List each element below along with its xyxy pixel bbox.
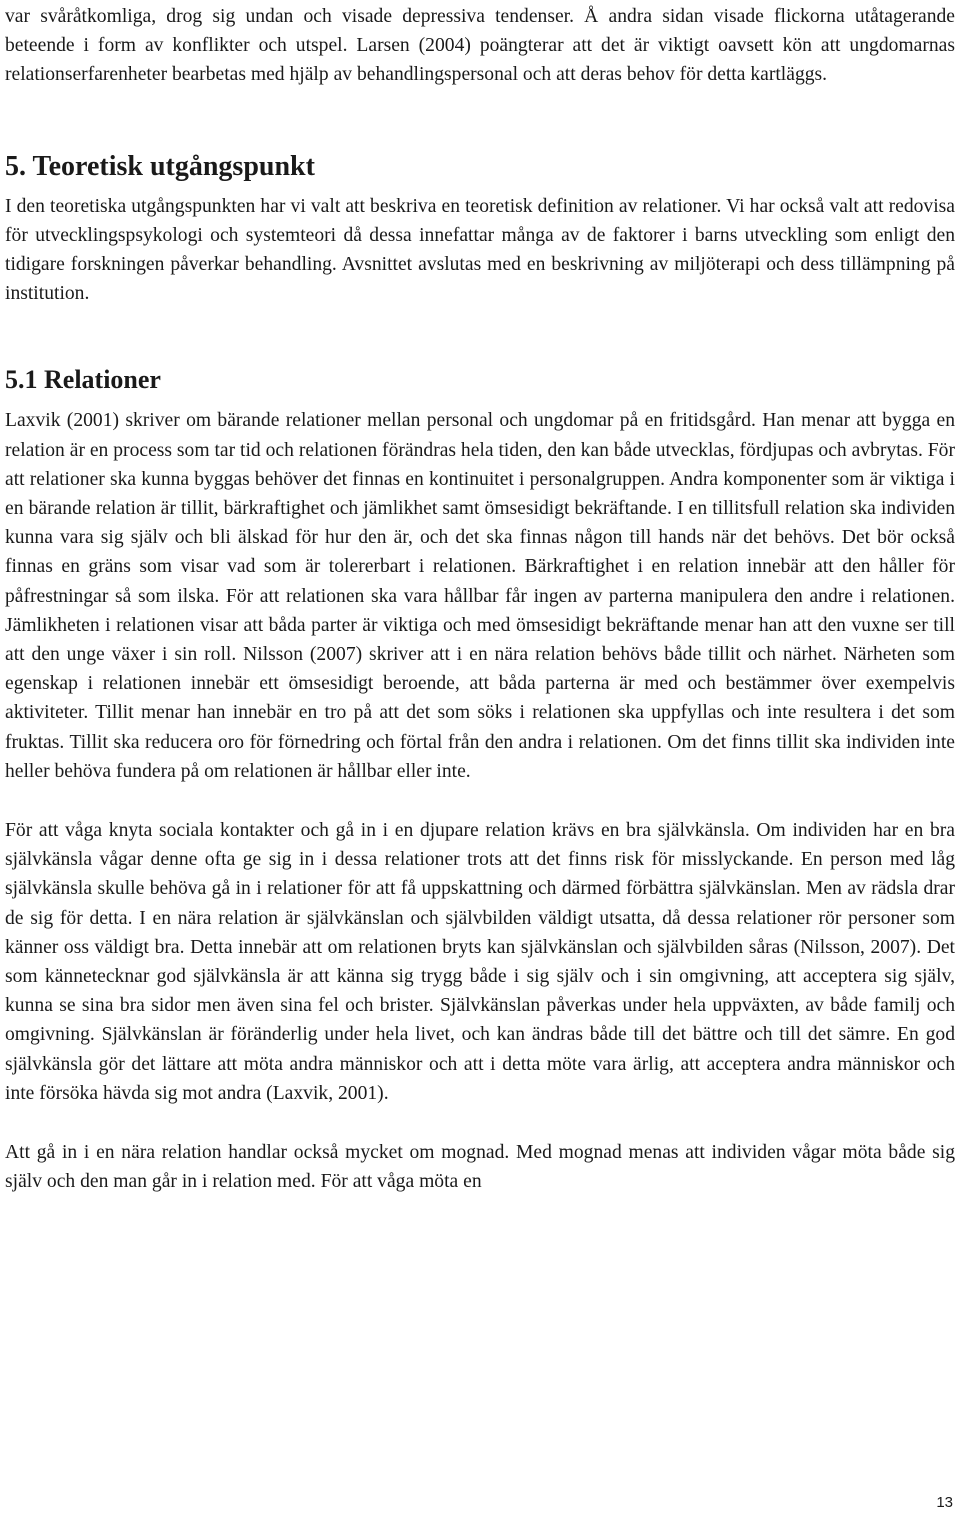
section-heading-5-1: 5.1 Relationer (5, 365, 161, 395)
section-heading-5: 5. Teoretisk utgångspunkt (5, 150, 315, 182)
relationer-paragraph-1: Laxvik (2001) skriver om bärande relationer mellan personal och ungdomar på en fritidsgård. Han menar att bygga en relation är en process som tar tid och relationen förändras hela tiden, den kan både utvecklas, fördjupas och avbrytas. För att relationer ska kunna byggas behöver det finnas en kontinuitet i personalgruppen. Andra komponenter som är viktiga i en bärande relation är tillit, bärkraftighet och jämlikhet samt ömsesidigt bekräftande. I en tillitsfull relation ska individen kunna vara sig själv och bli älskad för hur den är, och det ska finnas någon till hands när det behövs. Det bör också finnas en gräns som visar vad som är tolererbart i relationen. Bärkraftighet i en relation innebär att den håller för påfrestningar så som ilska. För att relationen ska vara hållbar får ingen av parterna manipulera den andre i relationen. Jämlikheten i relationen visar att båda parter är viktiga och med ömsesidigt bekräftande menar han att den vuxne ser till att den unge växer i sin roll. Nilsson (2007) skriver att i en nära relation behövs både tillit och närhet. Närheten som egenskap i relationen innebär ett ömsesidigt beroende, att båda parterna är med och bestämmer över exempelvis aktiviteter. Tillit menar han innebär en tro på att det som söks i relationen ska uppfyllas och inte resultera i det som fruktas. Tillit ska reducera oro för förnedring och förtal från den andra i relationen. Om det finns tillit ska individen inte heller behöva fundera på om relationen är hållbar eller inte. (5, 410, 955, 782)
intro-paragraph: var svåråtkomliga, drog sig undan och visade depressiva tendenser. Å andra sidan visade flickorna utåtagerande beteende i form av konflikter och utspel. Larsen (2004) poängterar att det är viktigt oavsett kön att ungdomarnas relationserfarenheter bearbetas med hjälp av behandlingspersonal och att deras behov för detta kartläggs. (5, 6, 955, 86)
relationer-paragraph-2: För att våga knyta sociala kontakter och gå in i en djupare relation krävs en bra självkänsla. Om individen har en bra självkänsla vågar denne ofta ge sig in i dessa relationer trots att det finns risk för misslyckande. En person med låg självkänsla skulle behöva gå in i relationer för att få uppskattning och därmed förbättra självkänslan. Men av rädsla drar de sig för detta. I en nära relation är självkänslan och självbilden väldigt utsatta, då dessa relationer rör personer som känner oss väldigt bra. Detta innebär att om relationen bryts kan självkänslan och självbilden såras (Nilsson, 2007). Det som kännetecknar god självkänsla är att känna sig trygg både i sig själv och i sin omgivning, att acceptera sig själv, kunna se sina bra sidor men även sina fel och brister. Självkänslan påverkas under hela uppväxten, av både familj och omgivning. Självkänslan är föränderlig under hela livet, och kan ändras både till det bättre och till det sämre. En god självkänsla gör det lättare att möta andra människor och att i detta möte vara ärlig, att acceptera andra människor och inte försöka hävda sig mot andra (Laxvik, 2001). (5, 820, 955, 1104)
relationer-paragraph-3: Att gå in i en nära relation handlar också mycket om mognad. Med mognad menas att individen vågar möta både sig själv och den man går in i relation med. För att våga möta en (5, 1142, 955, 1193)
section-5-paragraph: I den teoretiska utgångspunkten har vi valt att beskriva en teoretisk definition av relationer. Vi har också valt att redovisa för utvecklingspsykologi och systemteori då dessa innefattar många av de faktorer i barns utveckling som enligt den tidigare forskningen påverkar behandling. Avsnittet avslutas med en beskrivning av miljöterapi och dess tillämpning på institution. (5, 195, 955, 305)
document-page (5, 0, 955, 1197)
page-number: 13 (936, 1494, 953, 1511)
